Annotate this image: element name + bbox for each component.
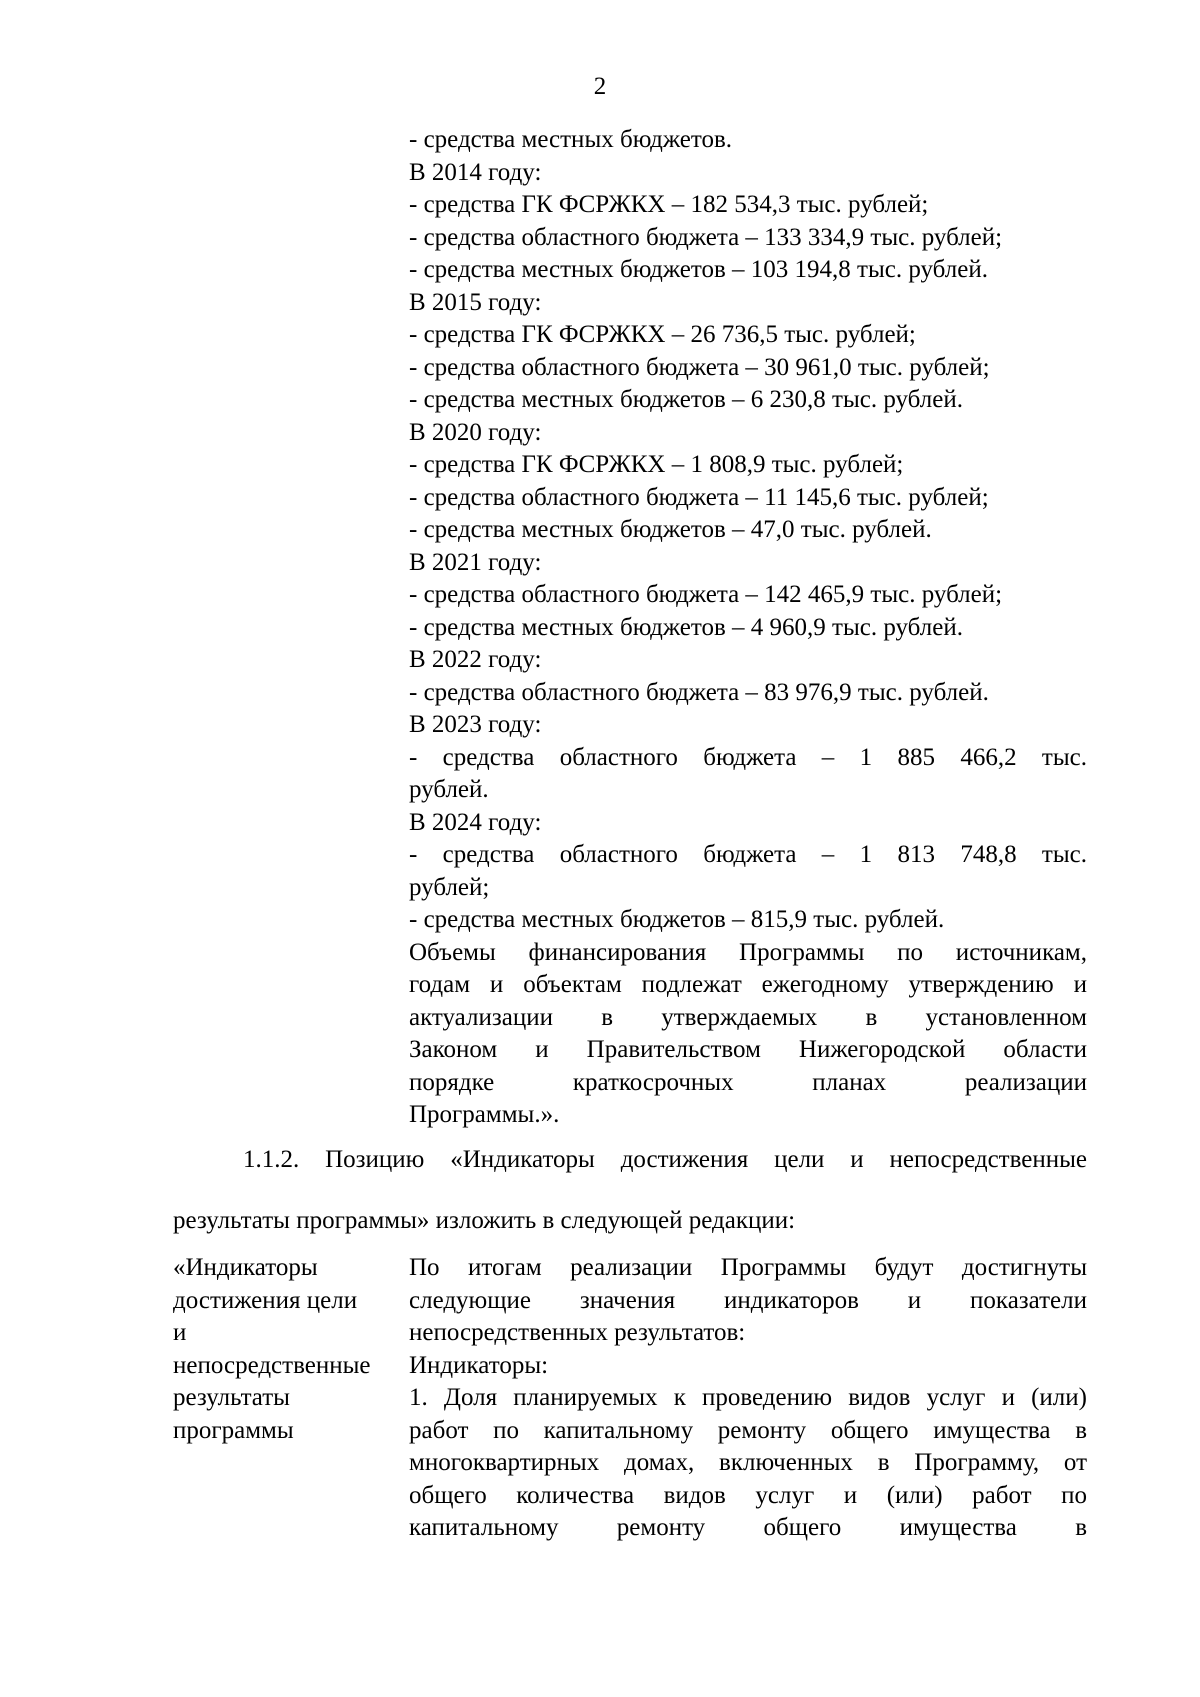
table-content-line: следующие значения индикаторов и показатели (409, 1286, 1087, 1314)
text-line: порядке краткосрочных планах реализации (409, 1068, 1087, 1096)
text-line: - средства местных бюджетов – 6 230,8 тыс. рублей. (409, 386, 963, 413)
text-line: - средства областного бюджета – 83 976,9 тыс. рублей. (409, 678, 989, 706)
text-line: В 2020 году: (409, 418, 542, 446)
text-line: - средства местных бюджетов – 815,9 тыс. рублей. (409, 906, 945, 933)
funding-by-year-block (409, 124, 1087, 1132)
page-number: 2 (593, 73, 607, 100)
table-content-line: 1. Доля планируемых к проведению видов услуг и (или) (409, 1384, 1087, 1411)
table-label-line: программы (173, 1416, 294, 1444)
table-content-line: общего количества видов услуг и (или) работ по (409, 1481, 1087, 1509)
paragraph-line-1: 1.1.2. Позицию «Индикаторы достижения цели и непосредственные (243, 1146, 1087, 1173)
text-line: В 2023 году: (409, 711, 542, 738)
table-content-line: Индикаторы: (409, 1351, 549, 1379)
text-line: годам и объектам подлежат ежегодному утверждению и (409, 971, 1087, 998)
text-line: - средства областного бюджета – 133 334,9 тыс. рублей; (409, 223, 1003, 251)
table-label-line: результаты (173, 1384, 290, 1411)
paragraph-line-2: результаты программы» изложить в следующей редакции: (173, 1206, 796, 1234)
text-line: - средства ГК ФСРЖКХ – 1 808,9 тыс. рублей; (409, 451, 904, 478)
text-line: В 2024 году: (409, 808, 542, 836)
table-content-line: По итогам реализации Программы будут достигнуты (409, 1254, 1087, 1281)
table-label-line: и (173, 1319, 187, 1346)
text-line: - средства местных бюджетов. (409, 126, 733, 153)
table-content-line: капитальному ремонту общего имущества в (409, 1514, 1087, 1541)
text-line: - средства местных бюджетов – 4 960,9 тыс. рублей. (409, 613, 963, 641)
paragraph-1-1-2 (173, 1144, 1087, 1237)
text-line: актуализации в утверждаемых в установленном (409, 1003, 1087, 1031)
text-line: - средства местных бюджетов – 103 194,8 тыс. рублей. (409, 256, 988, 283)
text-line: рублей. (409, 776, 489, 803)
text-line: В 2015 году: (409, 288, 542, 316)
text-line: - средства областного бюджета – 142 465,9 тыс. рублей; (409, 581, 1003, 608)
table-content-line: многоквартирных домах, включенных в Программу, от (409, 1449, 1087, 1476)
table-content-column (409, 1252, 1087, 1545)
text-line: - средства областного бюджета – 1 813 748,8 тыс. (409, 841, 1087, 868)
text-line: - средства ГК ФСРЖКХ – 182 534,3 тыс. рублей; (409, 191, 929, 218)
text-line: В 2022 году: (409, 646, 542, 673)
text-line: - средства областного бюджета – 1 885 466,2 тыс. (409, 743, 1087, 771)
table-label-line: «Индикаторы (173, 1254, 318, 1281)
text-line: Законом и Правительством Нижегородской области (409, 1036, 1087, 1063)
table-label-column (173, 1252, 403, 1447)
text-line: - средства областного бюджета – 30 961,0 тыс. рублей; (409, 353, 990, 381)
text-line: - средства ГК ФСРЖКХ – 26 736,5 тыс. рублей; (409, 321, 916, 348)
text-line: - средства местных бюджетов – 47,0 тыс. рублей. (409, 516, 932, 543)
text-line: Программы.». (409, 1101, 560, 1128)
text-line: В 2021 году: (409, 548, 542, 576)
table-label-line: достижения цели (173, 1286, 358, 1314)
table-content-line: работ по капитальному ремонту общего имущества в (409, 1416, 1087, 1444)
text-line: В 2014 году: (409, 158, 542, 186)
text-line: рублей; (409, 873, 490, 901)
text-line: Объемы финансирования Программы по источникам, (409, 938, 1087, 966)
text-line: - средства областного бюджета – 11 145,6 тыс. рублей; (409, 483, 989, 511)
table-content-line: непосредственных результатов: (409, 1319, 746, 1346)
table-label-line: непосредственные (173, 1351, 371, 1379)
